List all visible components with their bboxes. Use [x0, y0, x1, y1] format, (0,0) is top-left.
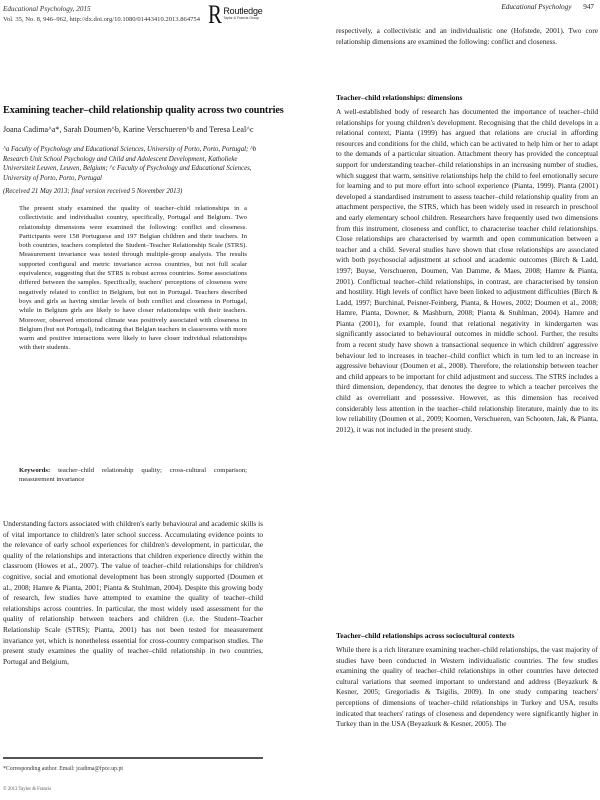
- journal-name: Educational Psychology, 2015: [3, 5, 91, 13]
- section-body-sociocultural: While there is a rich literature examining teacher–child relationships, the vast majority of studies have been conducted in Western individualistic countries. The few studies examining the quality of teacher–child relationships in other countries have detected cultural variations that seemed important to understand and address (Beyazkurk & Kesner, 2005; Gregoriadis & Tsigilis, 2009). In one study comparing teachers' perceptions of dimensions of teacher–child relationships in Turkey and USA, results indicated that teachers' ratings of closeness and dependency were significantly higher in Turkey than in the USA (Beyazkurk & Kesner, 2005). The: [336, 645, 598, 729]
- article-title: Examining teacher–child relationship quality across two countries: [3, 105, 284, 116]
- copyright-notice: © 2013 Taylor & Francis: [3, 787, 52, 792]
- volume-doi-line: Vol. 35, No. 8, 946–962, http://dx.doi.org/10.1080/01443410.2013.864754: [3, 16, 201, 23]
- keywords-label: Keywords:: [19, 467, 51, 474]
- running-head: [501, 3, 594, 11]
- introduction-paragraph: Understanding factors associated with children's early behavioural and academic skills is of vital importance to children's later school success. Accumulating evidence points to the relevance of early school experiences for children's development, in particular, the quality of the relationships and interactions that children experience directly within the classroom (Howes et al., 2007). The value of teacher–child relationships for children's cognitive, social and emotional development has been strongly supported (Doumen et al., 2008; Hamre & Pianta, 2001; Pianta & Stuhlman, 2004). Despite this growing body of research, few studies have attempted to examine the quality of teacher–child relationships across countries. In particular, the most widely used assessment for the quality of relationship between teachers and children (i.e. the Student–Teacher Relationship Scale (STRS); Pianta, 2001) has not been tested for measurement invariance yet, which is nonetheless essential for cross-country comparison studies. The present study examines the quality of teacher–child relationship in two countries, Portugal and Belgium,: [3, 519, 263, 666]
- section-heading-sociocultural: Teacher–child relationships across sociocultural contexts: [336, 631, 515, 640]
- publisher-logo: [208, 0, 263, 29]
- section-body-dimensions: A well-established body of research has documented the importance of teacher–child relationships for young children's development. Recognising that the child develops in a relational context, Pianta (1999) has argued that relations are crucial in affording resources and conditions for the child, which can be activated to help him or her to adapt to the demands of a particular situation. Attachment theory has provided the conceptual support for understanding teacher–child relationships in an increasing number of studies, which suggest that warm, sensitive relationships help the child to feel emotionally secure for learning and to put more effort into school experience (Pianta, 1999). Pianta (2001) developed a standardised instrument to assess teacher–child relationship quality from an attachment perspective, the STRS, which has been widely used in research in preschool and early elementary school children. Researchers have frequently used two dimensions from this instrument, closeness and conflict, to characterise teacher child relationships. Close relationships are characterised by warmth and open communication between a teacher and a child. Several studies have shown that close relationships are associated with both psychosocial adjustment at school and academic outcomes (Birch & Ladd, 1997; Buyse, Verschueren, Doumen, Van Damme, & Maes, 2008; Hamre & Pianta, 2001). Conflictual teacher–child relationships, in contrast, are characterised by tension and hostility. High levels of conflict have been linked to adjustment difficulties (Birch & Ladd, 1997; Burchinal, Peisner-Feinberg, Pianta, & Howes, 2002; Doumen et al., 2008; Hamre, Pianta, Downer, & Mashburn, 2008; Pianta & Stuhlman, 2004). Hamre and Pianta (2001), for example, found that relational negativity in kindergarten was significantly associated to behavioural outcomes in middle school. Further, the results from a recent study have shown a transactional sequence in which children' aggressive behaviour led to increases in teacher–child conflict which in turn led to an increase in aggressive behaviour (Doumen et al., 2008). Therefore, the relationship between teacher and child appears to be important for child adjustment and success. The STRS includes a third dimension, dependency, that denotes the degree to which a teacher perceives the child as overreliant and possessive. However, as this dimension has received considerably less attention in the teacher–child relationship literature, mainly due to its low reliability (Doumen et al., 2009; Koomen, Verschueren, van Schooten, Jak, & Pianta, 2012), it was not included in the present study.: [336, 107, 598, 434]
- publisher-name: Routledge: [223, 6, 263, 16]
- footnote-divider: [3, 757, 263, 759]
- article-authors: Joana Cadima^a*, Sarah Doumen^b, Karine Verschueren^b and Teresa Leal^c: [3, 125, 254, 134]
- right-page: [300, 0, 600, 800]
- abstract: The present study examined the quality of teacher–child relationships in a collectivistic and individualist country, specifically, Portugal and Belgium. Two relationship dimensions were examined the following: conflict and closeness. Participants were 158 Portuguese and 197 Belgian children and their teachers. In both countries, teachers completed the Student–Teacher Relationship Scale (STRS). Measurement invariance was tested through multiple-group analysis. The results supported configural and metric invariance across countries, but not full scalar equivalence, suggesting that the STRS is robust across countries. Some associations differed between the samples. Specifically, teachers' perceptions of closeness were negatively related to conflict in Belgium, but not in Portugal. Teachers described boys and girls as having similar levels of both conflict and closeness in Portugal, while in Belgium girls are likely to have closer relationships with their teachers. Moreover, observed emotional climate was positively associated with closeness in Belgium (but not Portugal), indicating that Belgian teachers in classrooms with more warm and positive interactions were likely to have closer individual relationships with their students.: [19, 205, 247, 352]
- page-number: 947: [583, 3, 594, 11]
- keywords: [19, 466, 247, 485]
- running-head-journal: Educational Psychology: [501, 3, 572, 11]
- section-heading-dimensions: Teacher–child relationships: dimensions: [336, 93, 463, 102]
- author-affiliations: ^a Faculty of Psychology and Educational Sciences, University of Porto, Porto, Portugal; ^b Research Unit School Psychology and Child and Adolescent Development, Katholieke Universiteit Leuven, Leuven, Belgium; ^c Faculty of Psychology and Educational Sciences, University of Porto, Porto, Portugal: [3, 146, 257, 182]
- continued-paragraph: respectively, a collectivistic and an individualistic one (Hofstede, 2001). Two core relationship dimensions are examined the following: conflict and closeness.: [336, 26, 598, 46]
- keywords-text: teacher–child relationship quality; cross-cultural comparison; measurement invariance: [19, 467, 247, 484]
- received-dates: (Received 21 May 2013; final version received 5 November 2013): [3, 188, 183, 195]
- corresponding-author-footnote: *Corresponding author. Email: jcadima@fpce.up.pt: [3, 766, 123, 772]
- routledge-r-logo-icon: R: [208, 0, 222, 29]
- publisher-subtitle: Taylor & Francis Group: [223, 16, 260, 20]
